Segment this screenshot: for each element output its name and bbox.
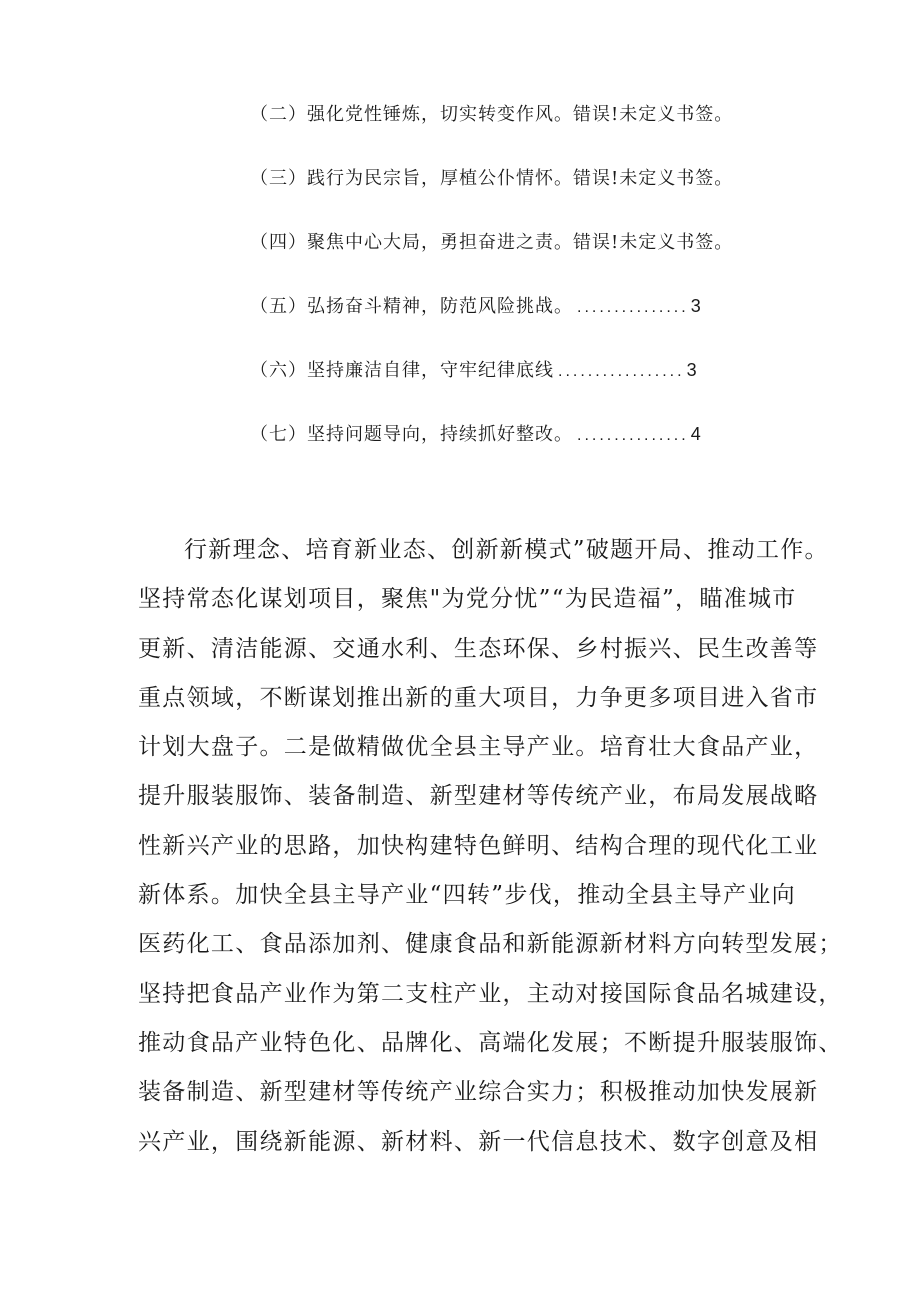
body-line: 坚持把食品产业作为第二支柱产业，主动对接国际食品名城建设， — [138, 980, 843, 1007]
table-of-contents — [250, 100, 770, 484]
toc-entry-title: （六）坚持廉洁自律，守牢纪律底线 — [250, 360, 554, 381]
toc-entry-page: 3 — [686, 360, 698, 380]
body-line: 行新理念、培育新业态、创新新模式”破题开局、推动工作。 — [184, 537, 829, 563]
body-line: 兴产业，围绕新能源、新材料、新一代信息技术、数字创意及相 — [138, 1128, 819, 1155]
toc-entry-title: （二）强化党性锤炼，切实转变作风。错误!未定义书签。 — [250, 104, 734, 125]
toc-entry[interactable] — [250, 356, 770, 420]
toc-entry-title: （四）聚焦中心大局，勇担奋进之责。错误!未定义书签。 — [250, 232, 734, 253]
toc-entry-title: （五）弘扬奋斗精神，防范风险挑战。 — [250, 296, 573, 317]
body-line: 提升服装服饰、装备制造、新型建材等传统产业，布局发展战略 — [138, 783, 819, 810]
body-line: 坚持常态化谋划项目，聚焦"为党分忧”“为民造福”，瞄准城市 — [138, 586, 797, 613]
body-line: 更新、清洁能源、交通水利、生态环保、乡村振兴、民生改善等 — [138, 635, 819, 662]
toc-entry-title: （七）坚持问题导向，持续抓好整改。 — [250, 424, 573, 445]
body-line: 推动食品产业特色化、品牌化、高端化发展；不断提升服装服饰、 — [138, 1029, 843, 1056]
toc-entry[interactable] — [250, 228, 770, 292]
toc-entry-title: （三）践行为民宗旨，厚植公仆情怀。错误!未定义书签。 — [250, 168, 734, 189]
toc-entry[interactable] — [250, 164, 770, 228]
body-paragraph — [138, 526, 843, 1167]
body-line: 新体系。加快全县主导产业“四转”步伐，推动全县主导产业向 — [138, 882, 796, 909]
body-line: 重点领域，不断谋划推出新的重大项目，力争更多项目进入省市 — [138, 684, 819, 711]
toc-entry-leader: ............... — [577, 299, 689, 316]
body-line: 计划大盘子。二是做精做优全县主导产业。培育壮大食品产业， — [138, 734, 819, 761]
toc-entry[interactable] — [250, 420, 770, 484]
body-line: 医药化工、食品添加剂、健康食品和新能源新材料方向转型发展； — [138, 931, 843, 958]
body-line: 性新兴产业的思路，加快构建特色鲜明、结构合理的现代化工业 — [138, 832, 819, 859]
toc-entry-page: 3 — [690, 296, 702, 316]
toc-entry[interactable] — [250, 100, 770, 164]
toc-entry[interactable] — [250, 292, 770, 356]
toc-entry-leader: ................. — [558, 363, 685, 380]
body-line: 装备制造、新型建材等传统产业综合实力；积极推动加快发展新 — [138, 1079, 819, 1106]
toc-entry-leader: ............... — [577, 427, 689, 444]
toc-entry-page: 4 — [690, 424, 702, 444]
